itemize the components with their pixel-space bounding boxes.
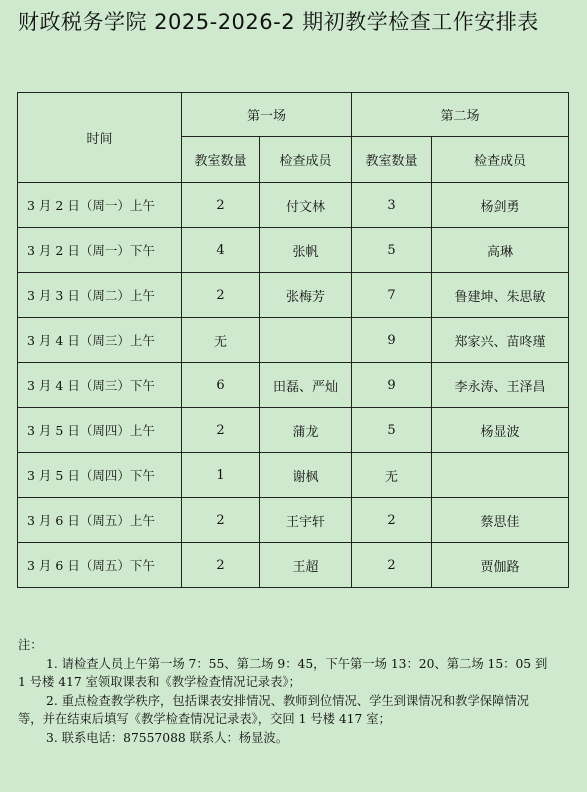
- time-cell: 3 月 4 日（周三）上午: [18, 318, 182, 363]
- s2-members-cell: [432, 453, 569, 498]
- table-row: [18, 498, 569, 543]
- time-cell: 3 月 6 日（周五）下午: [18, 543, 182, 588]
- table-row: [18, 228, 569, 273]
- s2-rooms-cell: 9: [352, 363, 432, 408]
- header-row-sessions: [18, 93, 569, 137]
- s2-members-cell: 李永涛、王泽昌: [432, 363, 569, 408]
- s1-members-cell: 蒲龙: [260, 408, 352, 453]
- s1-members-cell: 田磊、严灿: [260, 363, 352, 408]
- s2-members-cell: 杨剑勇: [432, 183, 569, 228]
- s1-members-cell: 张梅芳: [260, 273, 352, 318]
- table-row: [18, 453, 569, 498]
- time-cell: 3 月 2 日（周一）下午: [18, 228, 182, 273]
- s1-rooms-cell: 无: [182, 318, 260, 363]
- s2-members-cell: 蔡思佳: [432, 498, 569, 543]
- s1-members-cell: 付文林: [260, 183, 352, 228]
- s2-members-cell: 贾伽路: [432, 543, 569, 588]
- note-item: 2. 重点检查教学秩序，包括课表安排情况、教师到位情况、学生到课情况和教学保障情况等，并在结束后填写《教学检查情况记录表》，交回 1 号楼 417 室；: [18, 693, 529, 726]
- s2-members-cell: 高琳: [432, 228, 569, 273]
- s2-rooms-header: 教室数量: [352, 137, 432, 183]
- s2-rooms-cell: 5: [352, 228, 432, 273]
- s1-members-header: 检查成员: [260, 137, 352, 183]
- s2-rooms-cell: 无: [352, 453, 432, 498]
- s2-rooms-cell: 3: [352, 183, 432, 228]
- s1-rooms-header: 教室数量: [182, 137, 260, 183]
- table-row: [18, 363, 569, 408]
- s1-rooms-cell: 2: [182, 273, 260, 318]
- note-item: 1. 请检查人员上午第一场 7：55、第二场 9：45，下午第一场 13：20、第二场 15：05 到 1 号楼 417 室领取课表和《教学检查情况记录表》；: [18, 656, 548, 689]
- time-cell: 3 月 2 日（周一）上午: [18, 183, 182, 228]
- s2-rooms-cell: 9: [352, 318, 432, 363]
- s2-members-header: 检查成员: [432, 137, 569, 183]
- document-title: 财政税务学院 2025-2026-2 期初教学检查工作安排表: [18, 10, 539, 34]
- s2-members-cell: 杨显波: [432, 408, 569, 453]
- notes-label: 注：: [18, 638, 43, 652]
- s2-members-cell: 鲁建坤、朱思敏: [432, 273, 569, 318]
- session2-header: 第二场: [352, 93, 569, 137]
- s1-rooms-cell: 6: [182, 363, 260, 408]
- time-cell: 3 月 4 日（周三）下午: [18, 363, 182, 408]
- time-cell: 3 月 3 日（周二）上午: [18, 273, 182, 318]
- table-row: [18, 408, 569, 453]
- schedule-table: [17, 92, 569, 588]
- s2-rooms-cell: 5: [352, 408, 432, 453]
- s1-members-cell: 张帆: [260, 228, 352, 273]
- time-header: 时间: [18, 93, 182, 183]
- time-cell: 3 月 5 日（周四）上午: [18, 408, 182, 453]
- table-row: [18, 318, 569, 363]
- s1-members-cell: 王超: [260, 543, 352, 588]
- s1-rooms-cell: 2: [182, 408, 260, 453]
- s1-rooms-cell: 2: [182, 543, 260, 588]
- s2-members-cell: 郑家兴、苗咚瑾: [432, 318, 569, 363]
- s1-rooms-cell: 2: [182, 498, 260, 543]
- s1-rooms-cell: 4: [182, 228, 260, 273]
- s1-members-cell: 谢枫: [260, 453, 352, 498]
- s1-members-cell: [260, 318, 352, 363]
- s2-rooms-cell: 2: [352, 543, 432, 588]
- s1-members-cell: 王宇轩: [260, 498, 352, 543]
- table-row: [18, 543, 569, 588]
- s2-rooms-cell: 2: [352, 498, 432, 543]
- s1-rooms-cell: 2: [182, 183, 260, 228]
- time-cell: 3 月 6 日（周五）上午: [18, 498, 182, 543]
- table-row: [18, 273, 569, 318]
- notes-section: [18, 636, 552, 747]
- s2-rooms-cell: 7: [352, 273, 432, 318]
- note-item: 3. 联系电话：87557088 联系人：杨显波。: [46, 730, 288, 745]
- session1-header: 第一场: [182, 93, 352, 137]
- table-row: [18, 183, 569, 228]
- s1-rooms-cell: 1: [182, 453, 260, 498]
- time-cell: 3 月 5 日（周四）下午: [18, 453, 182, 498]
